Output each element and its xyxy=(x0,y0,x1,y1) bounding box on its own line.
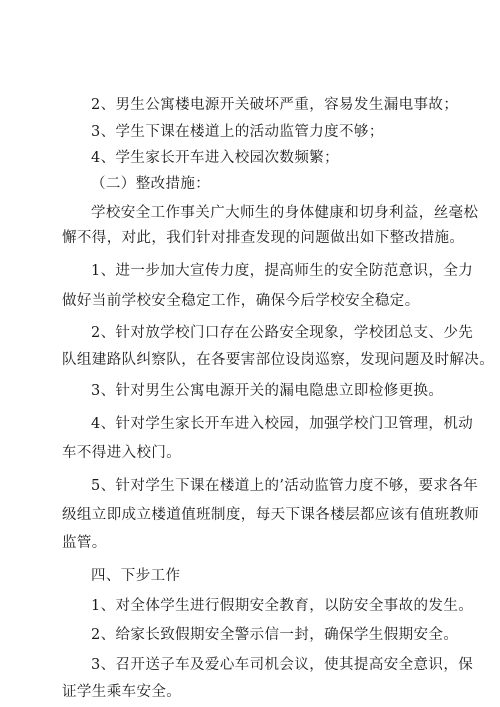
body-line: 懈不得，对此，我们针对排查发现的问题做出如下整改措施。 xyxy=(62,230,465,246)
body-line: 2、给家长致假期安全警示信一封，确保学生假期安全。 xyxy=(91,627,459,643)
body-line: 车不得进入校门。 xyxy=(62,445,182,461)
body-line: 5、针对学生下课在楼道上的’活动监管力度不够，要求各年 xyxy=(91,478,479,494)
body-line: 学校安全工作事关广大师生的身体健康和切身利益，丝毫松 xyxy=(91,205,479,221)
body-line: 2、针对放学校门口存在公路安全现象，学校团总支、少先 xyxy=(91,325,474,341)
body-line: 监管。 xyxy=(62,535,107,551)
body-line: 1、进一步加大宣传力度，提高师生的安全防范意识，全力 xyxy=(91,263,474,279)
body-line: 队组建路队纠察队，在各要害部位设岗巡察，发现问题及时解决。 xyxy=(62,352,495,368)
body-line: 3、召开送子车及爱心车司机会议，使其提高安全意识，保 xyxy=(91,657,474,673)
body-line: 4、针对学生家长开车进入校园，加强学校门卫管理，机动 xyxy=(91,416,474,432)
body-line: 1、对全体学生进行假期安全教育，以防安全事故的发生。 xyxy=(91,598,474,614)
body-line: 级组立即成立楼道值班制度，每天下课各楼层都应该有值班教师 xyxy=(62,507,480,523)
body-line: 做好当前学校安全稳定工作，确保今后学校安全稳定。 xyxy=(62,293,420,309)
body-line: 2、男生公寓楼电源开关破坏严重，容易发生漏电事故； xyxy=(91,97,459,113)
section-heading: （二）整改措施： xyxy=(91,176,211,192)
body-line: 3、学生下课在楼道上的活动监管力度不够； xyxy=(91,124,384,140)
section-heading: 四、下步工作 xyxy=(91,568,181,584)
body-line: 3、针对男生公寓电源开关的漏电隐患立即检修更换。 xyxy=(91,383,444,399)
body-line: 证学生乘车安全。 xyxy=(62,684,182,700)
body-line: 4、学生家长开车进入校园次数频繁； xyxy=(91,150,340,166)
